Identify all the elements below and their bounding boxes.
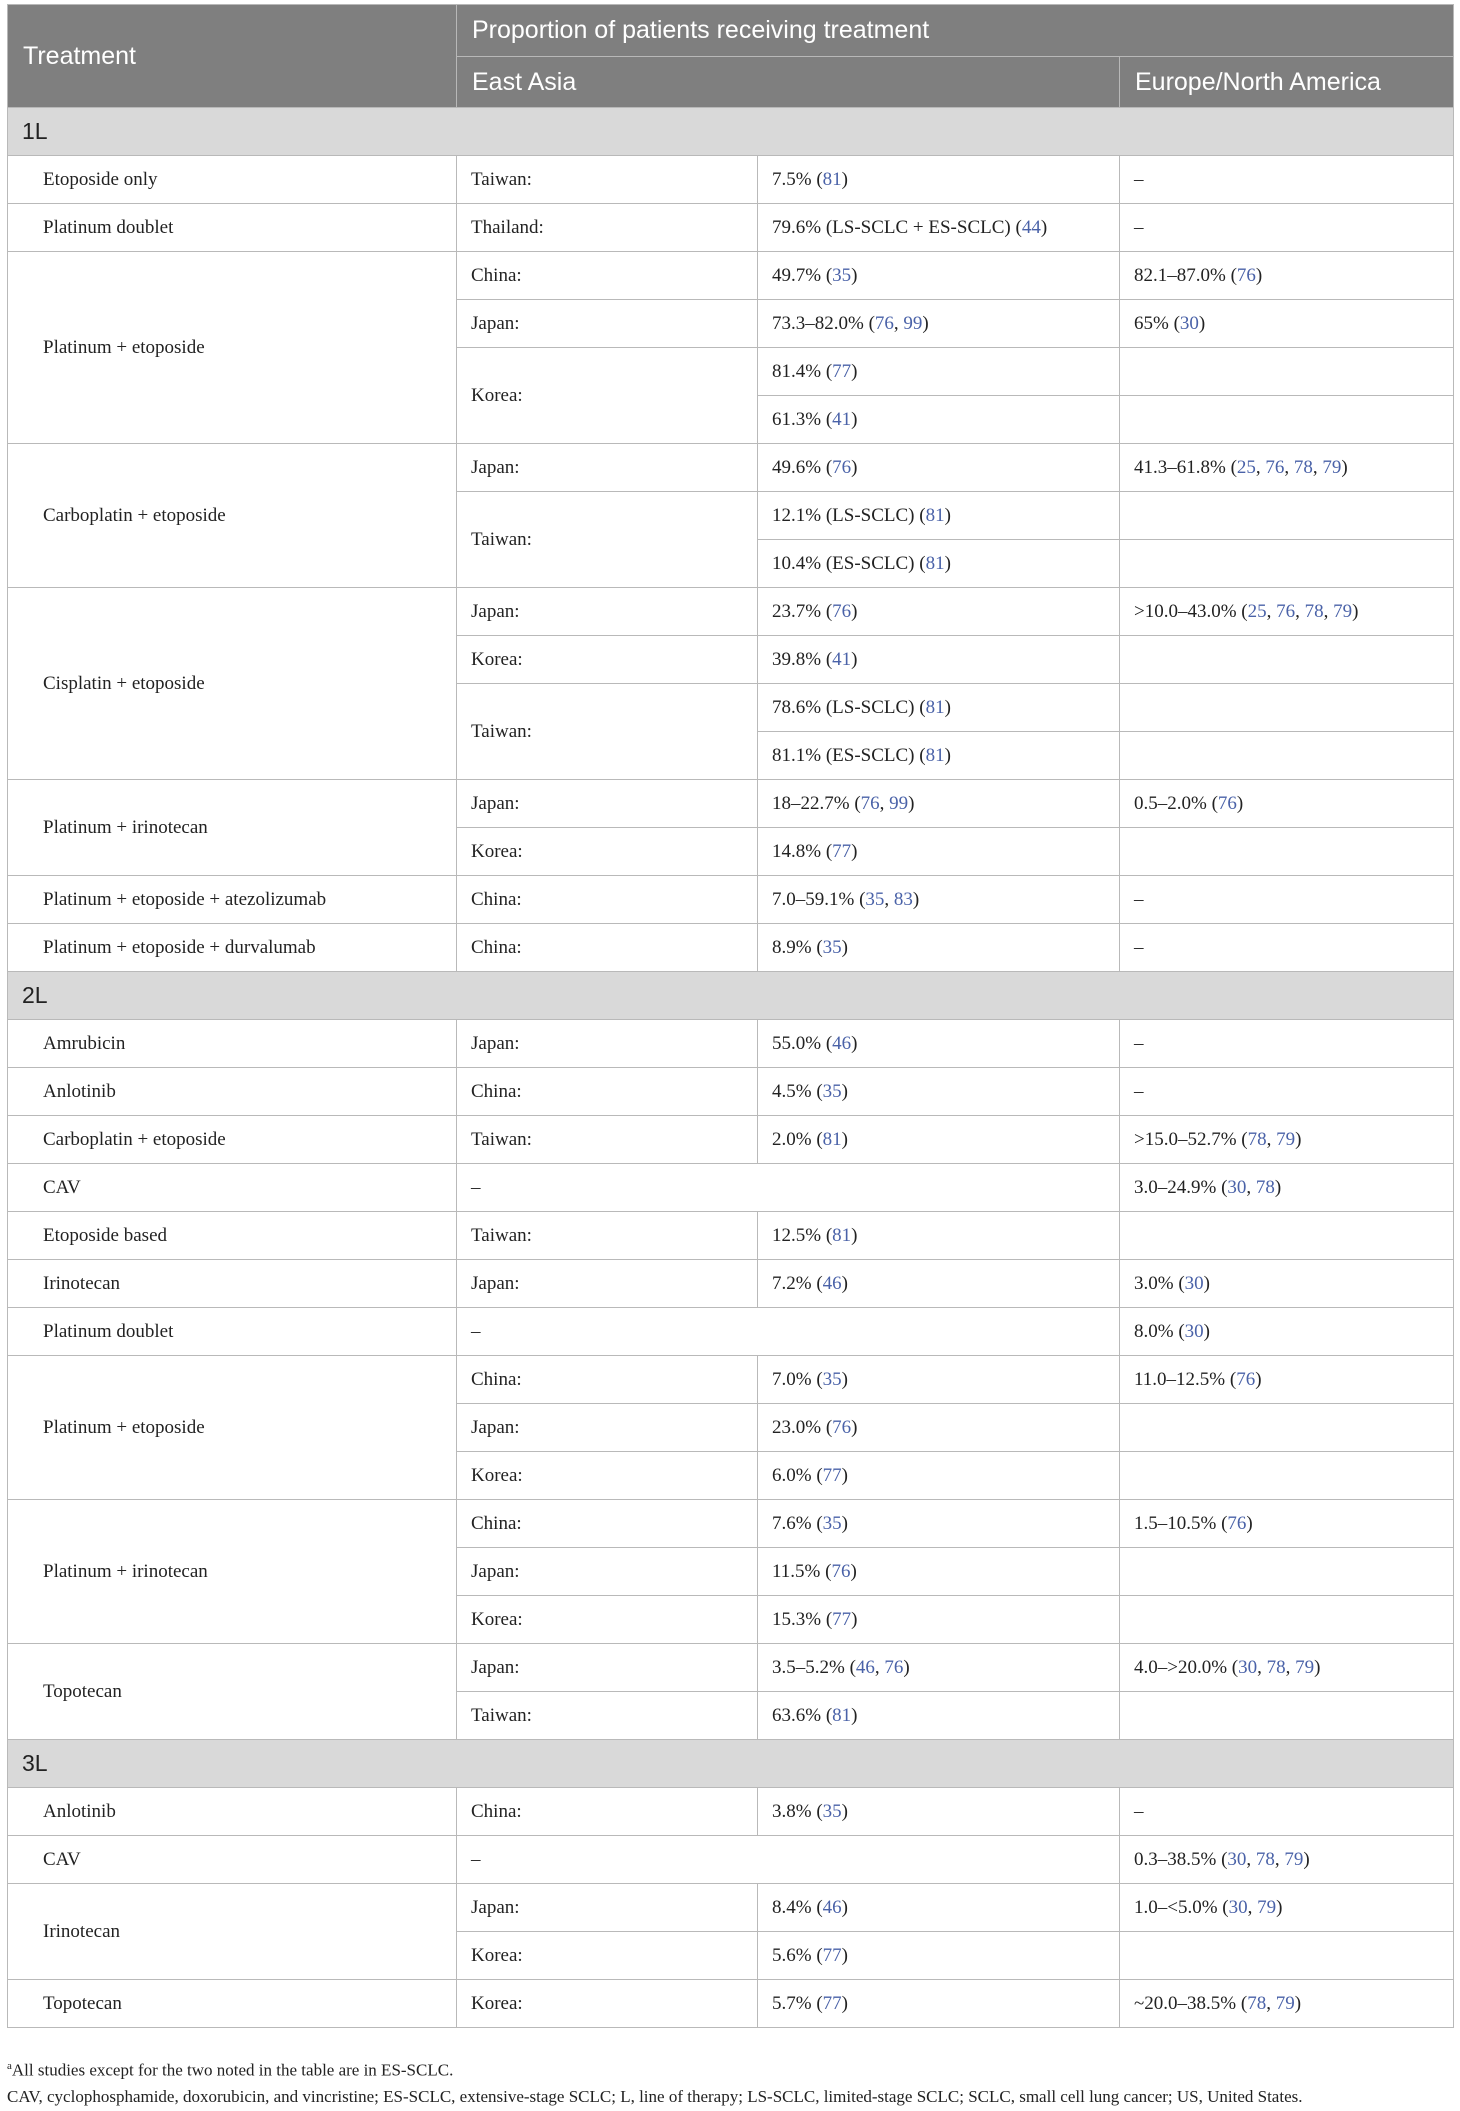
table-row [8, 924, 1454, 972]
europe-cell [1120, 396, 1454, 444]
header-europe-north-america: Europe/North America [1120, 57, 1454, 108]
europe-cell [1120, 1692, 1454, 1740]
table-row [8, 1212, 1454, 1260]
reference-link[interactable]: 78 [1255, 1848, 1275, 1870]
treatment-table [7, 4, 1454, 2028]
europe-cell: – [1120, 1020, 1454, 1068]
value-cell: 5.6% (77) [758, 1932, 1120, 1980]
table-row [8, 204, 1454, 252]
table-row [8, 156, 1454, 204]
europe-cell [1120, 1404, 1454, 1452]
region-cell: China: [457, 876, 758, 924]
region-cell: Japan: [457, 444, 758, 492]
europe-cell: 3.0% (30) [1120, 1260, 1454, 1308]
reference-link[interactable]: 78 [1304, 600, 1324, 622]
reference-link[interactable]: 30 [1184, 1320, 1204, 1342]
reference-link[interactable]: 81 [832, 1704, 852, 1726]
section-row [8, 972, 1454, 1020]
value-cell: 7.0–59.1% (35, 83) [758, 876, 1120, 924]
europe-cell: – [1120, 1068, 1454, 1116]
value-cell: 8.9% (35) [758, 924, 1120, 972]
value-cell: 6.0% (77) [758, 1452, 1120, 1500]
reference-link[interactable]: 76 [1265, 456, 1285, 478]
europe-cell [1120, 828, 1454, 876]
section-label: 1L [8, 108, 1454, 156]
value-cell: 81.4% (77) [758, 348, 1120, 396]
table-row [8, 1788, 1454, 1836]
treatment-cell: Platinum + etoposide + durvalumab [8, 924, 457, 972]
region-cell: Japan: [457, 780, 758, 828]
footnote-abbreviations: CAV, cyclophosphamide, doxorubicin, and vincristine; ES-SCLC, extensive-stage SCLC; L, line of therapy; LS-SCLC, limited-stage SCLC; SCLC, small cell lung cancer; US, United States. [7, 2086, 1303, 2106]
europe-cell: 41.3–61.8% (25, 76, 78, 79) [1120, 444, 1454, 492]
treatment-cell: Platinum + etoposide [8, 1356, 457, 1500]
value-cell: 23.7% (76) [758, 588, 1120, 636]
europe-cell: – [1120, 924, 1454, 972]
reference-link[interactable]: 99 [889, 792, 909, 814]
value-cell: 7.5% (81) [758, 156, 1120, 204]
region-cell: China: [457, 1500, 758, 1548]
table-row [8, 1260, 1454, 1308]
europe-cell: 1.5–10.5% (76) [1120, 1500, 1454, 1548]
reference-link[interactable]: 79 [1275, 1992, 1295, 2014]
value-cell: 7.2% (46) [758, 1260, 1120, 1308]
header-treatment: Treatment [8, 5, 457, 108]
region-cell: Thailand: [457, 204, 758, 252]
region-cell: Taiwan: [457, 1212, 758, 1260]
region-cell: Taiwan: [457, 1116, 758, 1164]
reference-link[interactable]: 25 [1247, 600, 1267, 622]
reference-link[interactable]: 25 [1236, 456, 1256, 478]
europe-cell: 1.0–<5.0% (30, 79) [1120, 1884, 1454, 1932]
europe-cell: 11.0–12.5% (76) [1120, 1356, 1454, 1404]
reference-link[interactable]: 81 [822, 168, 842, 190]
table-row [8, 252, 1454, 300]
reference-link[interactable]: 81 [925, 504, 945, 526]
reference-link[interactable]: 76 [831, 1560, 851, 1582]
europe-cell: >15.0–52.7% (78, 79) [1120, 1116, 1454, 1164]
europe-cell [1120, 636, 1454, 684]
europe-cell: >10.0–43.0% (25, 76, 78, 79) [1120, 588, 1454, 636]
value-cell: 73.3–82.0% (76, 99) [758, 300, 1120, 348]
value-cell: 61.3% (41) [758, 396, 1120, 444]
region-cell: Japan: [457, 1404, 758, 1452]
table-row [8, 1068, 1454, 1116]
europe-cell [1120, 492, 1454, 540]
europe-cell: 4.0–>20.0% (30, 78, 79) [1120, 1644, 1454, 1692]
reference-link[interactable]: 81 [925, 696, 945, 718]
reference-link[interactable]: 30 [1227, 1176, 1247, 1198]
reference-link[interactable]: 77 [832, 1608, 852, 1630]
reference-link[interactable]: 81 [832, 1224, 852, 1246]
table-row [8, 876, 1454, 924]
treatment-cell: Anlotinib [8, 1068, 457, 1116]
section-row [8, 108, 1454, 156]
reference-link[interactable]: 35 [822, 1800, 842, 1822]
table-row [8, 1884, 1454, 1932]
reference-link[interactable]: 81 [822, 1128, 842, 1150]
region-cell: Korea: [457, 828, 758, 876]
treatment-cell: Amrubicin [8, 1020, 457, 1068]
europe-cell: 3.0–24.9% (30, 78) [1120, 1164, 1454, 1212]
region-cell: Japan: [457, 1260, 758, 1308]
reference-link[interactable]: 76 [832, 600, 852, 622]
reference-link[interactable]: 46 [822, 1896, 842, 1918]
treatment-cell: Etoposide only [8, 156, 457, 204]
region-cell: Taiwan: [457, 1692, 758, 1740]
europe-cell: 0.5–2.0% (76) [1120, 780, 1454, 828]
region-cell: Japan: [457, 1020, 758, 1068]
europe-cell [1120, 1452, 1454, 1500]
value-cell: 11.5% (76) [758, 1548, 1120, 1596]
treatment-cell: Irinotecan [8, 1884, 457, 1980]
region-cell: Korea: [457, 1596, 758, 1644]
reference-link[interactable]: 83 [893, 888, 913, 910]
europe-cell: 0.3–38.5% (30, 78, 79) [1120, 1836, 1454, 1884]
reference-link[interactable]: 76 [874, 312, 894, 334]
treatment-cell: Platinum doublet [8, 204, 457, 252]
value-cell: 49.7% (35) [758, 252, 1120, 300]
table-container [7, 4, 1453, 2028]
treatment-cell: Platinum + irinotecan [8, 780, 457, 876]
footnote-a [7, 2053, 1453, 2084]
reference-link[interactable]: 78 [1266, 1656, 1286, 1678]
reference-link[interactable]: 44 [1021, 216, 1041, 238]
reference-link[interactable]: 30 [1228, 1896, 1248, 1918]
treatment-cell: Topotecan [8, 1644, 457, 1740]
value-cell: 49.6% (76) [758, 444, 1120, 492]
region-cell: Japan: [457, 1644, 758, 1692]
value-cell: 8.4% (46) [758, 1884, 1120, 1932]
header-proportion: Proportion of patients receiving treatment [457, 5, 1454, 57]
table-row [8, 1116, 1454, 1164]
reference-link[interactable]: 30 [1238, 1656, 1258, 1678]
table-row [8, 1500, 1454, 1548]
header-east-asia: East Asia [457, 57, 1120, 108]
reference-link[interactable]: 35 [822, 936, 842, 958]
europe-cell: – [1120, 1788, 1454, 1836]
reference-link[interactable]: 46 [855, 1656, 875, 1678]
region-cell: Taiwan: [457, 156, 758, 204]
europe-cell: – [1120, 876, 1454, 924]
reference-link[interactable]: 30 [1179, 312, 1199, 334]
value-cell: 7.0% (35) [758, 1356, 1120, 1404]
value-cell: 4.5% (35) [758, 1068, 1120, 1116]
reference-link[interactable]: 76 [884, 1656, 904, 1678]
treatment-cell: Topotecan [8, 1980, 457, 2028]
table-row [8, 444, 1454, 492]
region-cell: China: [457, 252, 758, 300]
table-row [8, 1644, 1454, 1692]
treatment-cell: Platinum + etoposide + atezolizumab [8, 876, 457, 924]
treatment-cell: Etoposide based [8, 1212, 457, 1260]
reference-link[interactable]: 99 [903, 312, 923, 334]
europe-cell [1120, 684, 1454, 732]
east-asia-cell: – [457, 1308, 1120, 1356]
europe-cell: 82.1–87.0% (76) [1120, 252, 1454, 300]
value-cell: 3.5–5.2% (46, 76) [758, 1644, 1120, 1692]
table-row [8, 1164, 1454, 1212]
treatment-cell: Carboplatin + etoposide [8, 444, 457, 588]
treatment-cell: Carboplatin + etoposide [8, 1116, 457, 1164]
value-cell: 18–22.7% (76, 99) [758, 780, 1120, 828]
reference-link[interactable]: 76 [1227, 1512, 1247, 1534]
reference-link[interactable]: 79 [1284, 1848, 1304, 1870]
value-cell: 2.0% (81) [758, 1116, 1120, 1164]
table-row [8, 1308, 1454, 1356]
value-cell: 10.4% (ES-SCLC) (81) [758, 540, 1120, 588]
reference-link[interactable]: 77 [822, 1464, 842, 1486]
value-cell: 23.0% (76) [758, 1404, 1120, 1452]
section-label: 2L [8, 972, 1454, 1020]
region-cell: Taiwan: [457, 684, 758, 780]
treatment-cell: Platinum + etoposide [8, 252, 457, 444]
region-cell: Japan: [457, 1884, 758, 1932]
reference-link[interactable]: 30 [1227, 1848, 1247, 1870]
region-cell: Korea: [457, 1932, 758, 1980]
treatment-cell: Cisplatin + etoposide [8, 588, 457, 780]
reference-link[interactable]: 78 [1293, 456, 1313, 478]
reference-link[interactable]: 77 [832, 840, 852, 862]
treatment-cell: Platinum + irinotecan [8, 1500, 457, 1644]
region-cell: Korea: [457, 636, 758, 684]
region-cell: Japan: [457, 588, 758, 636]
value-cell: 63.6% (81) [758, 1692, 1120, 1740]
footnote-a-text: All studies except for the two noted in the table are in ES-SCLC. [11, 2060, 454, 2080]
region-cell: Korea: [457, 348, 758, 444]
reference-link[interactable]: 79 [1333, 600, 1353, 622]
east-asia-cell: – [457, 1836, 1120, 1884]
reference-link[interactable]: 76 [1236, 264, 1256, 286]
table-row [8, 588, 1454, 636]
reference-link[interactable]: 41 [832, 408, 852, 430]
region-cell: Korea: [457, 1452, 758, 1500]
reference-link[interactable]: 78 [1247, 1992, 1267, 2014]
europe-cell [1120, 1548, 1454, 1596]
table-row [8, 1020, 1454, 1068]
reference-link[interactable]: 81 [925, 744, 945, 766]
value-cell: 81.1% (ES-SCLC) (81) [758, 732, 1120, 780]
table-row [8, 1836, 1454, 1884]
reference-link[interactable]: 79 [1257, 1896, 1277, 1918]
value-cell: 15.3% (77) [758, 1596, 1120, 1644]
treatment-cell: Irinotecan [8, 1260, 457, 1308]
europe-cell: – [1120, 204, 1454, 252]
reference-link[interactable]: 78 [1255, 1176, 1275, 1198]
reference-link[interactable]: 35 [832, 264, 852, 286]
treatment-cell: Anlotinib [8, 1788, 457, 1836]
region-cell: Japan: [457, 1548, 758, 1596]
section-row [8, 1740, 1454, 1788]
footnote-marker: a [7, 2060, 12, 2072]
table-header [8, 5, 1454, 108]
section-label: 3L [8, 1740, 1454, 1788]
reference-link[interactable]: 76 [832, 1416, 852, 1438]
reference-link[interactable]: 81 [925, 552, 945, 574]
value-cell: 3.8% (35) [758, 1788, 1120, 1836]
reference-link[interactable]: 46 [822, 1272, 842, 1294]
reference-link[interactable]: 76 [1276, 600, 1296, 622]
value-cell: 55.0% (46) [758, 1020, 1120, 1068]
reference-link[interactable]: 77 [832, 360, 852, 382]
reference-link[interactable]: 76 [1236, 1368, 1256, 1390]
europe-cell [1120, 1596, 1454, 1644]
value-cell: 78.6% (LS-SCLC) (81) [758, 684, 1120, 732]
europe-cell [1120, 1212, 1454, 1260]
region-cell: China: [457, 1788, 758, 1836]
reference-link[interactable]: 35 [822, 1512, 842, 1534]
reference-link[interactable]: 46 [832, 1032, 852, 1054]
table-row [8, 780, 1454, 828]
value-cell: 14.8% (77) [758, 828, 1120, 876]
europe-cell: – [1120, 156, 1454, 204]
value-cell: 12.5% (81) [758, 1212, 1120, 1260]
region-cell: Taiwan: [457, 492, 758, 588]
value-cell: 79.6% (LS-SCLC + ES-SCLC) (44) [758, 204, 1120, 252]
table-row [8, 1980, 1454, 2028]
europe-cell [1120, 732, 1454, 780]
reference-link[interactable]: 41 [832, 648, 852, 670]
region-cell: China: [457, 924, 758, 972]
footnotes [7, 2053, 1453, 2110]
east-asia-cell: – [457, 1164, 1120, 1212]
reference-link[interactable]: 30 [1184, 1272, 1204, 1294]
value-cell: 39.8% (41) [758, 636, 1120, 684]
reference-link[interactable]: 77 [822, 1944, 842, 1966]
region-cell: Japan: [457, 300, 758, 348]
reference-link[interactable]: 76 [860, 792, 880, 814]
reference-link[interactable]: 35 [822, 1368, 842, 1390]
reference-link[interactable]: 76 [832, 456, 852, 478]
reference-link[interactable]: 79 [1295, 1656, 1315, 1678]
europe-cell [1120, 348, 1454, 396]
europe-cell: 65% (30) [1120, 300, 1454, 348]
treatment-cell: CAV [8, 1164, 457, 1212]
table-body [8, 108, 1454, 2028]
reference-link[interactable]: 79 [1322, 456, 1342, 478]
reference-link[interactable]: 76 [1217, 792, 1237, 814]
europe-cell [1120, 540, 1454, 588]
region-cell: Korea: [457, 1980, 758, 2028]
value-cell: 7.6% (35) [758, 1500, 1120, 1548]
value-cell: 12.1% (LS-SCLC) (81) [758, 492, 1120, 540]
reference-link[interactable]: 35 [865, 888, 885, 910]
reference-link[interactable]: 35 [822, 1080, 842, 1102]
region-cell: China: [457, 1356, 758, 1404]
table-row [8, 1356, 1454, 1404]
europe-cell [1120, 1932, 1454, 1980]
europe-cell: 8.0% (30) [1120, 1308, 1454, 1356]
treatment-cell: Platinum doublet [8, 1308, 457, 1356]
reference-link[interactable]: 77 [822, 1992, 842, 2014]
reference-link[interactable]: 79 [1276, 1128, 1296, 1150]
value-cell: 5.7% (77) [758, 1980, 1120, 2028]
reference-link[interactable]: 78 [1247, 1128, 1267, 1150]
treatment-cell: CAV [8, 1836, 457, 1884]
region-cell: China: [457, 1068, 758, 1116]
europe-cell: ~20.0–38.5% (78, 79) [1120, 1980, 1454, 2028]
